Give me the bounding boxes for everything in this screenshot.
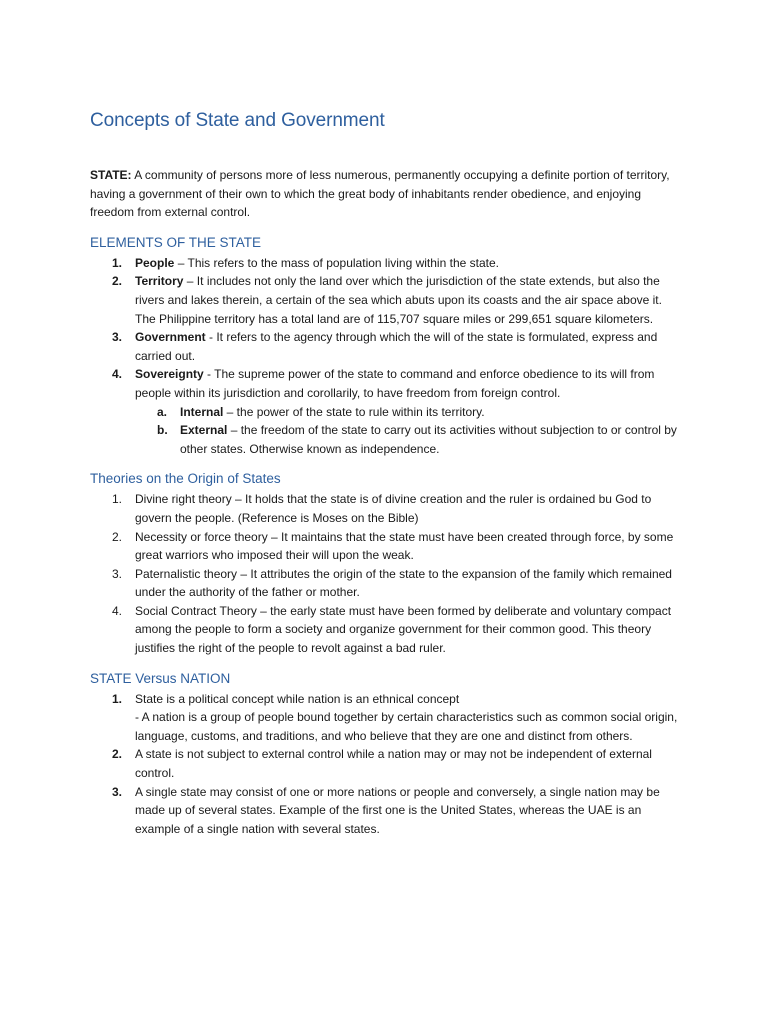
sub-item-term: External: [180, 423, 228, 438]
item-number: 2.: [112, 274, 123, 289]
sub-item-text: – the freedom of the state to carry out its activities without subjection to or control by other states. Otherwise known as independence.: [180, 423, 677, 456]
item-text: Paternalistic theory – It attributes the origin of the state to the expansion of the family which remained under the authority of the father or mother.: [135, 566, 672, 600]
item-extra-text: - A nation is a group of people bound together by certain characteristics such as common social origin, language, customs, and traditions, and who believe that they are one and distinct from others.: [135, 710, 678, 743]
item-text: Social Contract Theory – the early state must have been formed by deliberate and voluntary compact among the people to form a society and organize government for their common good. This theory justifies the right of the people to revolt against a bad ruler.: [135, 603, 672, 656]
item-text: State is a political concept while nation is an ethnical concept: [135, 691, 460, 706]
item-term: Territory: [135, 274, 184, 289]
item-term: Sovereignty: [135, 367, 204, 382]
list-item: [90, 565, 680, 602]
state-vs-nation-heading: STATE Versus NATION: [90, 670, 231, 686]
sub-item-text: – the power of the state to rule within its territory.: [223, 404, 485, 419]
elements-heading: ELEMENTS OF THE STATE: [90, 234, 262, 250]
item-number: 1.: [112, 691, 123, 706]
item-text: - The supreme power of the state to command and enforce obedience to its will from people within its jurisdiction and corollarily, to have freedom from foreign control.: [135, 367, 655, 400]
item-number: 3.: [112, 784, 123, 799]
state-term: STATE:: [90, 168, 132, 182]
item-text: A state is not subject to external control while a nation may or may not be independent of external control.: [135, 747, 652, 781]
item-term: People: [135, 255, 175, 270]
item-text: – It includes not only the land over which the jurisdiction of the state extends, but also the rivers and lakes therein, a certain of the sea which abuts upon its coasts and the air space above it.: [135, 274, 662, 307]
list-item: [90, 328, 680, 365]
page-title: Concepts of State and Government: [90, 110, 385, 131]
item-text: A single state may consist of one or more nations or people and conversely, a single nation may be made up of several states. Example of the first one is the United States, whereas the UAE is an example of a single nation with several states.: [135, 784, 660, 836]
item-text: - It refers to the agency through which the will of the state is formulated, express and carried out.: [135, 330, 658, 363]
item-number: 4.: [112, 603, 123, 618]
sub-list-item: [135, 421, 680, 458]
item-text: Necessity or force theory – It maintains that the state must have been created through force, by some great warriors who imposed their will upon the weak.: [135, 529, 674, 563]
sub-item-letter: a.: [157, 404, 168, 419]
item-number: 4.: [112, 367, 123, 382]
sovereignty-sublist: [135, 403, 680, 459]
list-item: [90, 365, 680, 458]
item-text: Divine right theory – It holds that the state is of divine creation and the ruler is ordained bu God to govern the people. (Reference is Moses on the Bible): [135, 492, 652, 525]
sub-item-term: Internal: [180, 404, 224, 419]
sub-list-item: [135, 403, 680, 422]
sub-item-letter: b.: [157, 423, 168, 438]
item-extra-text: The Philippine territory has a total land are of 115,707 square miles or 299,651 square kilometers.: [135, 311, 654, 326]
item-number: 3.: [112, 330, 123, 345]
list-item: [90, 745, 680, 782]
item-text: – This refers to the mass of population living within the state.: [174, 255, 499, 270]
item-term: Government: [135, 330, 206, 345]
elements-list: [90, 254, 680, 459]
list-item: [90, 254, 680, 273]
item-number: 1.: [112, 255, 123, 270]
list-item: [90, 528, 680, 565]
item-number: 2.: [112, 529, 123, 544]
list-item: [90, 602, 680, 658]
theories-list: [90, 490, 680, 657]
list-item: [90, 690, 680, 746]
state-definition-text: A community of persons more of less numerous, permanently occupying a definite portion of territory, having a government of their own to which the great body of inhabitants render obedience, and enjoying freedom from external control.: [90, 168, 670, 220]
state-definition: [90, 166, 680, 222]
item-number: 3.: [112, 566, 123, 581]
state-vs-nation-list: [90, 690, 680, 839]
item-number: 1.: [112, 492, 123, 507]
theories-heading: Theories on the Origin of States: [90, 471, 281, 487]
list-item: [90, 490, 680, 527]
list-item: [90, 783, 680, 839]
list-item: [90, 272, 680, 328]
document-body: [90, 108, 680, 838]
item-number: 2.: [112, 747, 123, 762]
